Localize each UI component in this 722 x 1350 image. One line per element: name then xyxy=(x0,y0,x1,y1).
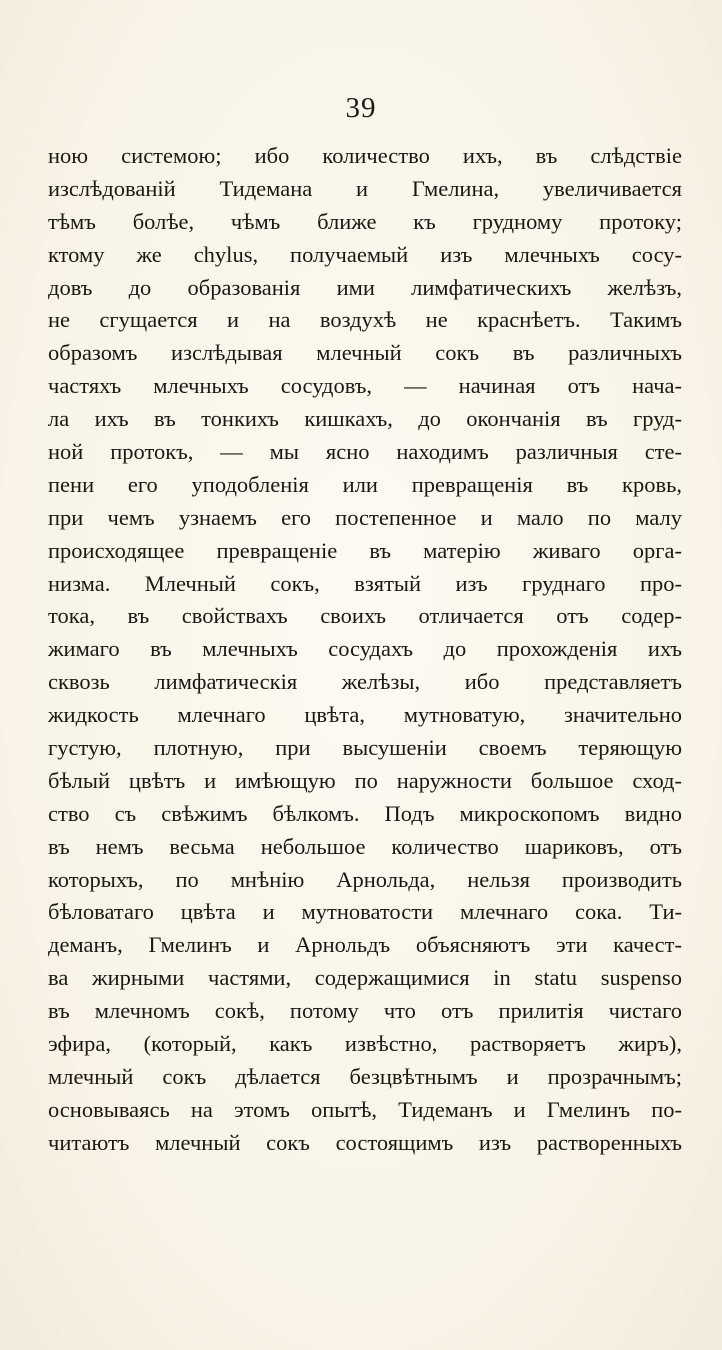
text-line: тѣмъ болѣе, чѣмъ ближе къ грудному протоку; xyxy=(48,208,682,234)
text-line: въ немъ весьма небольшое количество шариковъ, отъ xyxy=(48,833,682,859)
body-text xyxy=(48,140,682,1160)
text-line: ство съ свѣжимъ бѣлкомъ. Подъ микроскопомъ видно xyxy=(48,800,682,826)
text-line: происходящее превращеніе въ матерію живаго орга- xyxy=(48,537,682,563)
text-line: бѣловатаго цвѣта и мутноватости млечнаго сока. Ти- xyxy=(48,899,682,925)
text-line: деманъ, Гмелинъ и Арнольдъ объясняютъ эти качест- xyxy=(48,932,682,958)
text-line: не сгущается и на воздухѣ не краснѣетъ. Такимъ xyxy=(48,307,682,333)
text-line: довъ до образованія ими лимфатическихъ желѣзъ, xyxy=(48,274,682,300)
text-line: въ млечномъ сокѣ, потому что отъ прилитія чистаго xyxy=(48,998,682,1024)
text-line: ной протокъ, — мы ясно находимъ различныя сте- xyxy=(48,439,682,465)
text-line: ла ихъ въ тонкихъ кишкахъ, до окончанія въ груд- xyxy=(48,406,682,432)
text-line: тока, въ свойствахъ своихъ отличается отъ содер- xyxy=(48,603,682,629)
text-line: частяхъ млечныхъ сосудовъ, — начиная отъ нача- xyxy=(48,373,682,399)
text-line: изслѣдованій Тидемана и Гмелина, увеличивается xyxy=(48,175,682,201)
text-line: эфира, (который, какъ извѣстно, растворяетъ жиръ), xyxy=(48,1031,682,1057)
text-line: пени его уподобленія или превращенія въ кровь, xyxy=(48,471,682,497)
page-number: 39 xyxy=(345,92,377,124)
text-line: млечный сокъ дѣлается безцвѣтнымъ и прозрачнымъ; xyxy=(48,1063,682,1089)
text-line: бѣлый цвѣтъ и имѣющую по наружности большое сход- xyxy=(48,767,682,793)
text-line: ною системою; ибо количество ихъ, въ слѣдствіе xyxy=(48,143,682,168)
text-line: при чемъ узнаемъ его постепенное и мало по малу xyxy=(48,504,682,530)
text-line: образомъ изслѣдывая млечный сокъ въ различныхъ xyxy=(48,340,682,366)
text-line: сквозь лимфатическія желѣзы, ибо представляетъ xyxy=(48,669,682,695)
text-line: жимаго въ млечныхъ сосудахъ до прохожденія ихъ xyxy=(48,636,682,662)
text-line: жидкость млечнаго цвѣта, мутноватую, значительно xyxy=(48,702,682,728)
text-line: основываясь на этомъ опытѣ, Тидеманъ и Гмелинъ по- xyxy=(48,1096,682,1122)
text-line: которыхъ, по мнѣнію Арнольда, нельзя производить xyxy=(48,866,682,892)
text-line: читаютъ млечный сокъ состоящимъ изъ растворенныхъ xyxy=(48,1129,682,1155)
text-line: ва жирными частями, содержащимися in statu suspenso xyxy=(48,965,682,991)
text-line: низма. Млечный сокъ, взятый изъ груднаго про- xyxy=(48,570,682,596)
text-line: ктому же chylus, получаемый изъ млечныхъ сосу- xyxy=(48,241,682,267)
text-line: густую, плотную, при высушеніи своемъ теряющую xyxy=(48,735,682,761)
